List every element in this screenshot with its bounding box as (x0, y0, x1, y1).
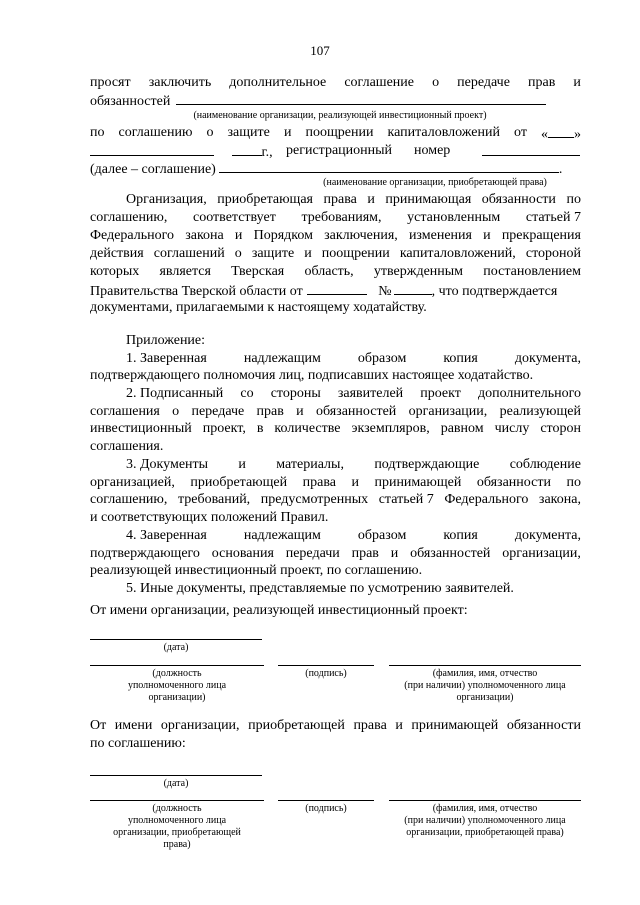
header-line-4: г., регистрационный номер (90, 143, 581, 161)
acquirer-name-blank (219, 160, 559, 173)
header-line-3: по соглашению о защите и поощрении капиталовложений от « » (90, 125, 581, 142)
date-line-2 (90, 775, 262, 776)
appendix-item-4: 4. Заверенная надлежащим образом копия документа, (126, 528, 581, 543)
paragraph-line-5: которых является Тверская область, утвержденным постановлением (90, 264, 581, 279)
signature-block-1-title: От имени организации, реализующей инвестиционный проект: (90, 603, 468, 618)
header-line-5: (далее – соглашение) . (90, 162, 563, 177)
position-line-1 (90, 665, 264, 666)
appendix-item-2: 2. Подписанный со стороны заявителей проект дополнительного (126, 386, 581, 401)
caption-org-acquirer: (наименование организации, приобретающей права) (323, 177, 547, 188)
position-caption-1: (должность уполномоченного лица организации) (127, 668, 227, 703)
fullname-caption-1: (фамилия, имя, отчество (при наличии) уполномоченного лица организации) (404, 668, 566, 703)
caption-org-investor: (наименование организации, реализующей инвестиционный проект) (193, 110, 487, 121)
org-name-blank (176, 92, 546, 105)
header-line-2: обязанностей (90, 92, 581, 110)
reg-number-blank (482, 143, 580, 156)
paragraph-line-4: действия соглашений о защите и поощрении капиталовложений, стороной (90, 246, 581, 261)
signature-block-2-title: От имени организации, приобретающей права и принимающей обязанности (90, 718, 581, 733)
appendix-item-5: 5. Иные документы, представляемые по усмотрению заявителей. (126, 581, 514, 596)
appendix-item-3: 3. Документы и материалы, подтверждающие соблюдение (126, 457, 581, 472)
fullname-line-1 (389, 665, 581, 666)
header-line-1: просят заключить дополнительное соглашение о передаче прав и (90, 75, 581, 90)
signature-caption-2: (подпись) (305, 803, 347, 814)
position-caption-2: (должность уполномоченного лица организации, приобретающей права) (113, 803, 241, 850)
appendix-title: Приложение: (126, 333, 206, 348)
fullname-line-2 (389, 800, 581, 801)
signature-line-2 (278, 800, 374, 801)
signature-line-1 (278, 665, 374, 666)
page-number: 107 (310, 43, 330, 58)
signature-caption-1: (подпись) (305, 668, 347, 679)
date-blank (90, 143, 214, 156)
paragraph-line-1: Организация, приобретающая права и принимающая обязанности по (126, 192, 581, 207)
document-page: 107 просят заключить дополнительное соглашение о передаче прав и обязанностей (наименование организации, реализующей инвестиционный проект) по соглашению о защите и поощрении капиталовложений от « » г., регистрационный номер (далее – соглашение) . (наименование организации, приобретающей права) Организация, приобретающая права и принимающая обязанности по соглашению, соответствует требованиям, установленным статьей 7 Федерального закона и Порядком заключения, изменения и прекращения действия соглашений о защите и поощрении капиталовложений, стороной которых является Тверская область, утвержденным постановлением Правительства Тверской области от № , что подтверждается документами, прилагаемыми к настоящему ходатайству. Приложение: 1. Заверенная надлежащим образом копия документа, подтверждающего полномочия лиц, подписавших настоящее ходатайство. 2. Подписанный со стороны заявителей проект дополнительного соглашения о передаче прав и обязанностей организации, реализующей инвестиционный проект, в количестве экземпляров, равном числу сторон соглашения. 3. Документы и материалы, подтверждающие соблюдение организацией, приобретающей права и принимающей обязанности по соглашению, требований, предусмотренных статьей 7 Федерального закона, и соответствующих положений Правил. 4. Заверенная надлежащим образом копия документа, подтверждающего основания передачи прав и обязанностей организации, реализующей инвестиционный проект, по соглашению. 5. Иные документы, представляемые по усмотрению заявителей. От имени организации, реализующей инвестиционный проект: (дата) (должность уполномоченного лица организации) (подпись) (фамилия, имя, отчество (при наличии) уполномоченного лица организации) От имени организации, приобретающей права и принимающей обязанности по соглашению: (дата) (должность уполномоченного лица организации, приобретающей права) (подпись) (фамилия, имя, отчество (при наличии) уполномоченного лица организации, приобретающей права) (0, 0, 640, 905)
position-line-2 (90, 800, 264, 801)
paragraph-line-7: документами, прилагаемыми к настоящему ходатайству. (90, 300, 427, 315)
paragraph-line-3: Федерального закона и Порядком заключения, изменения и прекращения (90, 228, 581, 243)
fullname-caption-2: (фамилия, имя, отчество (при наличии) уполномоченного лица организации, приобретающей права) (404, 803, 566, 838)
date-line-1 (90, 639, 262, 640)
appendix-item-1: 1. Заверенная надлежащим образом копия документа, (126, 351, 581, 366)
paragraph-line-2: соглашению, соответствует требованиям, установленным статьей 7 (90, 210, 581, 225)
paragraph-line-6: Правительства Тверской области от № , что подтверждается (90, 284, 558, 299)
